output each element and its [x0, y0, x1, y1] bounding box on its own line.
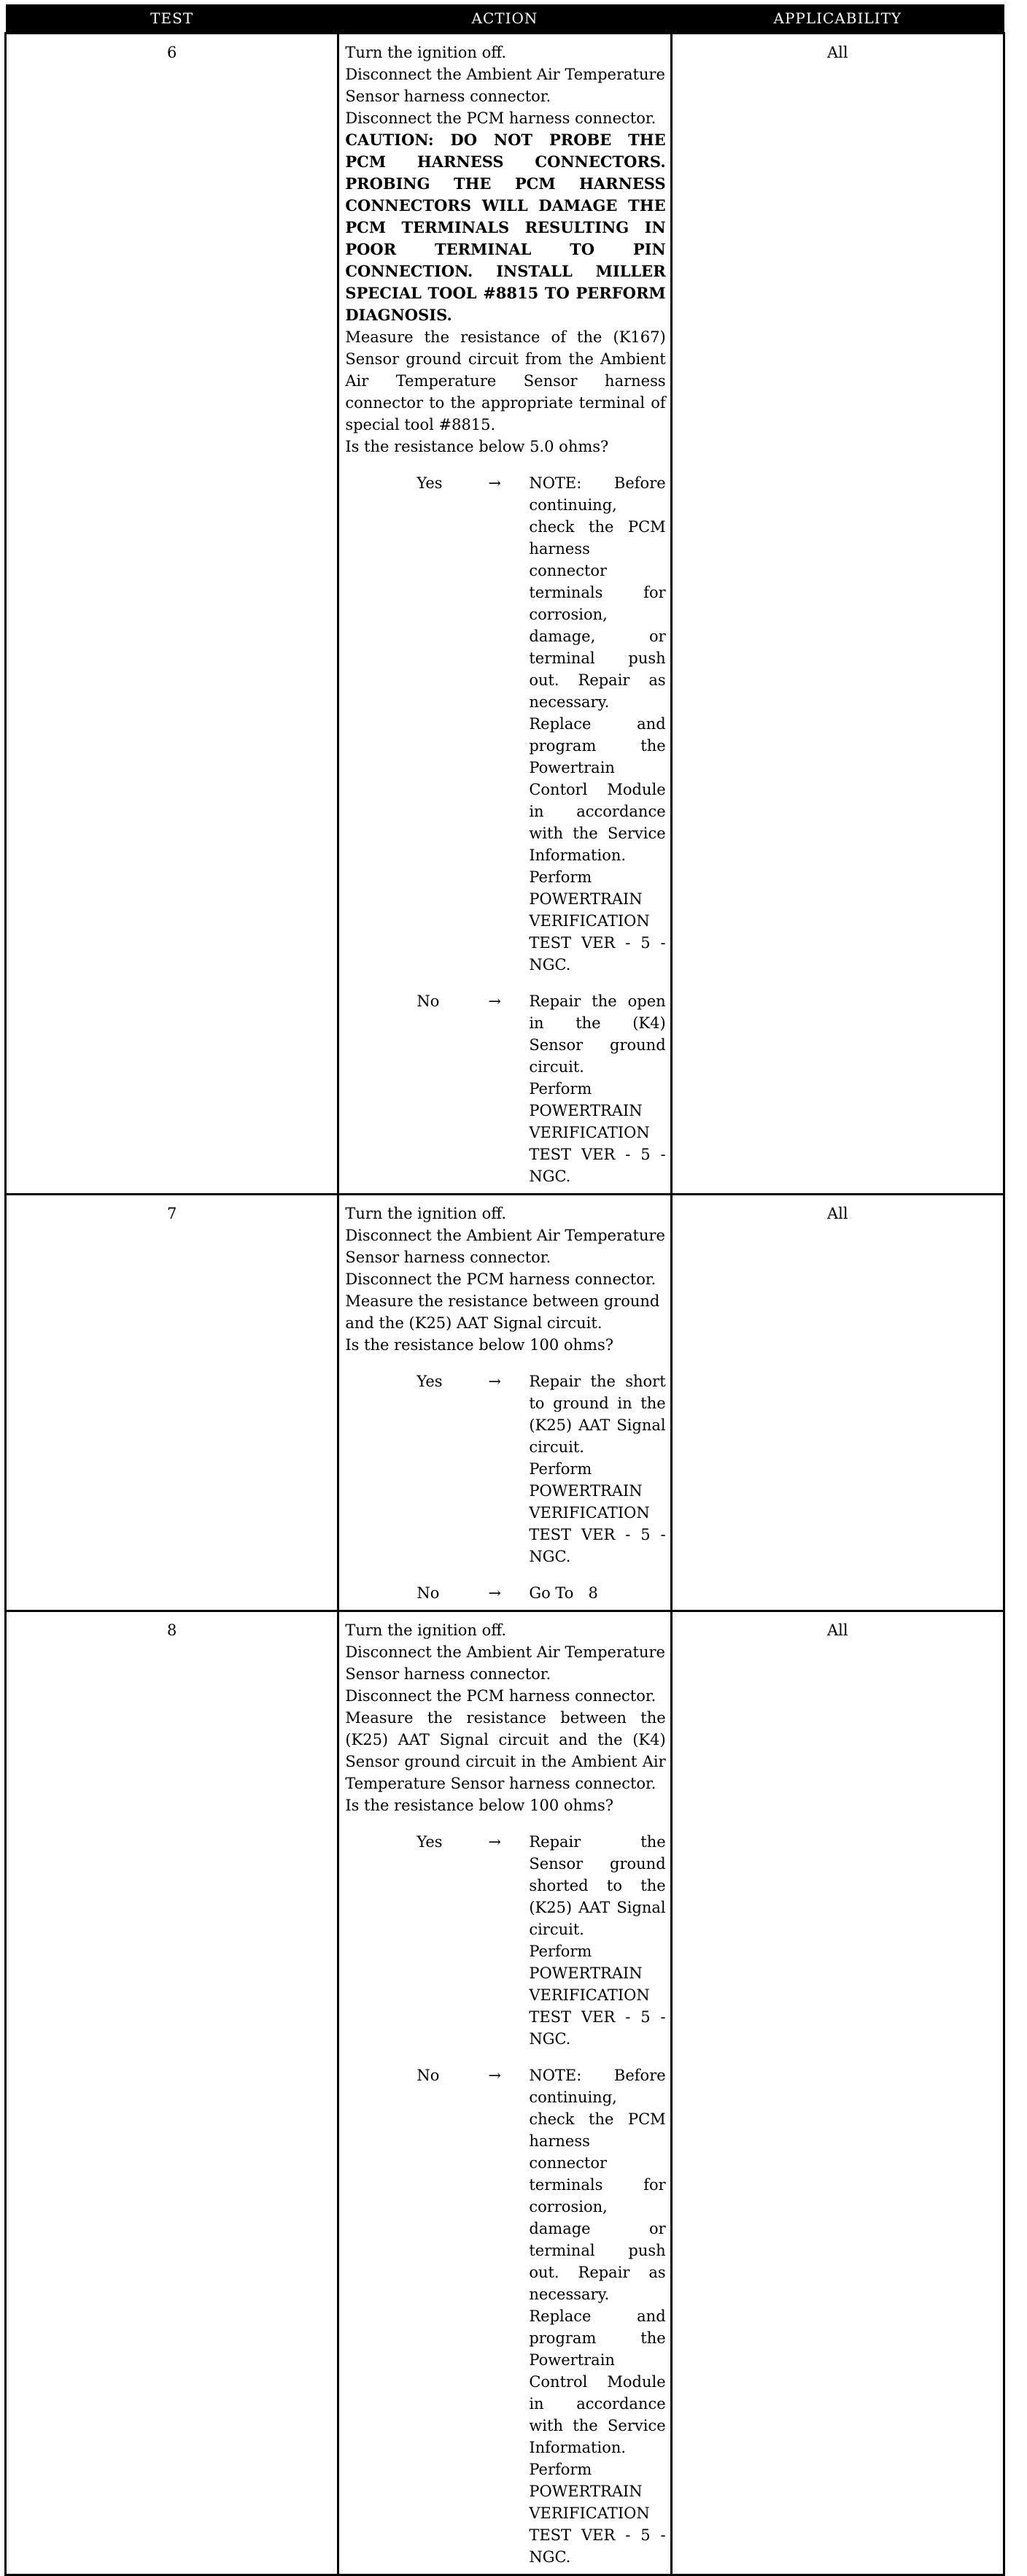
measure-instruction: Measure the resistance between the (K25) AAT Signal circuit and the (K4) Sensor ground circuit in the Ambient Air Temperature Sensor harness connector.	[345, 1709, 666, 1792]
answer-yes	[345, 472, 665, 976]
question-text: Is the resistance below 100 ohms?	[345, 1336, 613, 1354]
answer-line: Perform POWERTRAIN VERIFICATION TEST VER - 5 - NGC.	[529, 868, 666, 973]
answer-line: NOTE: Before continuing, check the PCM harness connector terminals for corrosion, damage or terminal push out. Repair as necessary. Replace and program the Powertrain Control Module in accordance with the Service Information.	[529, 2067, 666, 2456]
step-line: Disconnect the Ambient Air Temperature Sensor harness connector.	[345, 1227, 665, 1266]
table-header-row	[6, 4, 1004, 34]
arrow-icon: →	[488, 474, 501, 492]
answer-label: No	[416, 992, 440, 1010]
step-line: Disconnect the PCM harness connector.	[345, 109, 656, 127]
answer-no	[345, 990, 665, 1187]
table-row	[6, 1611, 1004, 2575]
step-line: Disconnect the PCM harness connector.	[345, 1687, 656, 1705]
answer-body	[529, 1370, 665, 1567]
answer-yes	[345, 1831, 665, 2050]
answer-line: Perform POWERTRAIN VERIFICATION TEST VER - 5 - NGC.	[529, 1080, 666, 1185]
test-number: 7	[6, 1195, 338, 1611]
question-text: Is the resistance below 100 ohms?	[345, 1797, 613, 1814]
test-number: 8	[6, 1611, 338, 2575]
diagnostic-table	[4, 4, 1005, 2576]
answer-list	[345, 1831, 665, 2568]
header-applicability: APPLICABILITY	[671, 4, 1004, 34]
step-line: Turn the ignition off.	[345, 1621, 507, 1639]
measure-instruction: Measure the resistance of the (K167) Sensor ground circuit from the Ambient Air Temperature Sensor harness connector to the appropriate terminal of special tool #8815.	[345, 328, 666, 433]
answer-body	[529, 1582, 665, 1604]
step-line: Disconnect the Ambient Air Temperature Sensor harness connector.	[345, 66, 665, 105]
answer-line: Perform POWERTRAIN VERIFICATION TEST VER - 5 - NGC.	[529, 1460, 666, 1565]
step-line: Disconnect the Ambient Air Temperature Sensor harness connector.	[345, 1643, 665, 1683]
header-action: ACTION	[338, 4, 671, 34]
answer-label: Yes	[416, 1373, 443, 1390]
answer-list	[345, 1370, 665, 1604]
answer-body	[529, 472, 665, 976]
arrow-icon: →	[488, 992, 501, 1010]
answer-body	[529, 2064, 665, 2568]
arrow-icon: →	[488, 2067, 501, 2084]
applicability-value: All	[671, 1195, 1004, 1611]
answer-label: No	[416, 2067, 440, 2084]
test-number: 6	[6, 34, 338, 1195]
answer-line: Repair the short to ground in the (K25) AAT Signal circuit.	[529, 1373, 666, 1456]
answer-list	[345, 472, 665, 1187]
step-line: Turn the ignition off.	[345, 44, 507, 61]
step-line: Turn the ignition off.	[345, 1205, 507, 1222]
answer-label: Yes	[416, 1833, 443, 1851]
answer-line: Go To 8	[529, 1584, 598, 1602]
action-cell	[338, 1195, 671, 1611]
action-cell	[338, 1611, 671, 2575]
answer-line: NOTE: Before continuing, check the PCM harness connector terminals for corrosion, damage, or terminal push out. Repair as necessary. Replace and program the Powertrain Contorl Module in accordance with the Service Information.	[529, 474, 666, 864]
arrow-icon: →	[488, 1833, 501, 1851]
step-line: Disconnect the PCM harness connector.	[345, 1270, 656, 1288]
diagnostic-table-page	[4, 4, 1005, 2576]
answer-body	[529, 1831, 665, 2050]
answer-line: Repair the Sensor ground shorted to the (K25) AAT Signal circuit.	[529, 1833, 666, 1938]
caution-text: CAUTION: DO NOT PROBE THE PCM HARNESS CONNECTORS. PROBING THE PCM HARNESS CONNECTORS WILL DAMAGE THE PCM TERMINALS RESULTING IN POOR TERMINAL TO PIN CONNECTION. INSTALL MILLER SPECIAL TOOL #8815 TO PERFORM DIAGNOSIS.	[345, 131, 666, 324]
answer-yes	[345, 1370, 665, 1567]
answer-no	[345, 1582, 665, 1604]
answer-line: Repair the open in the (K4) Sensor ground circuit.	[529, 992, 666, 1076]
table-row	[6, 1195, 1004, 1611]
answer-label: Yes	[416, 474, 443, 492]
answer-label: No	[416, 1584, 440, 1602]
answer-body	[529, 990, 665, 1187]
step-line: Measure the resistance between ground and the (K25) AAT Signal circuit.	[345, 1292, 660, 1332]
answer-line: Perform POWERTRAIN VERIFICATION TEST VER - 5 - NGC.	[529, 1943, 666, 2048]
action-cell	[338, 34, 671, 1195]
question-text: Is the resistance below 5.0 ohms?	[345, 438, 609, 455]
applicability-value: All	[671, 1611, 1004, 2575]
header-test: TEST	[6, 4, 338, 34]
table-row	[6, 34, 1004, 1195]
answer-no	[345, 2064, 665, 2568]
applicability-value: All	[671, 34, 1004, 1195]
answer-line: Perform POWERTRAIN VERIFICATION TEST VER - 5 - NGC.	[529, 2461, 666, 2566]
arrow-icon: →	[488, 1584, 501, 1602]
arrow-icon: →	[488, 1373, 501, 1390]
